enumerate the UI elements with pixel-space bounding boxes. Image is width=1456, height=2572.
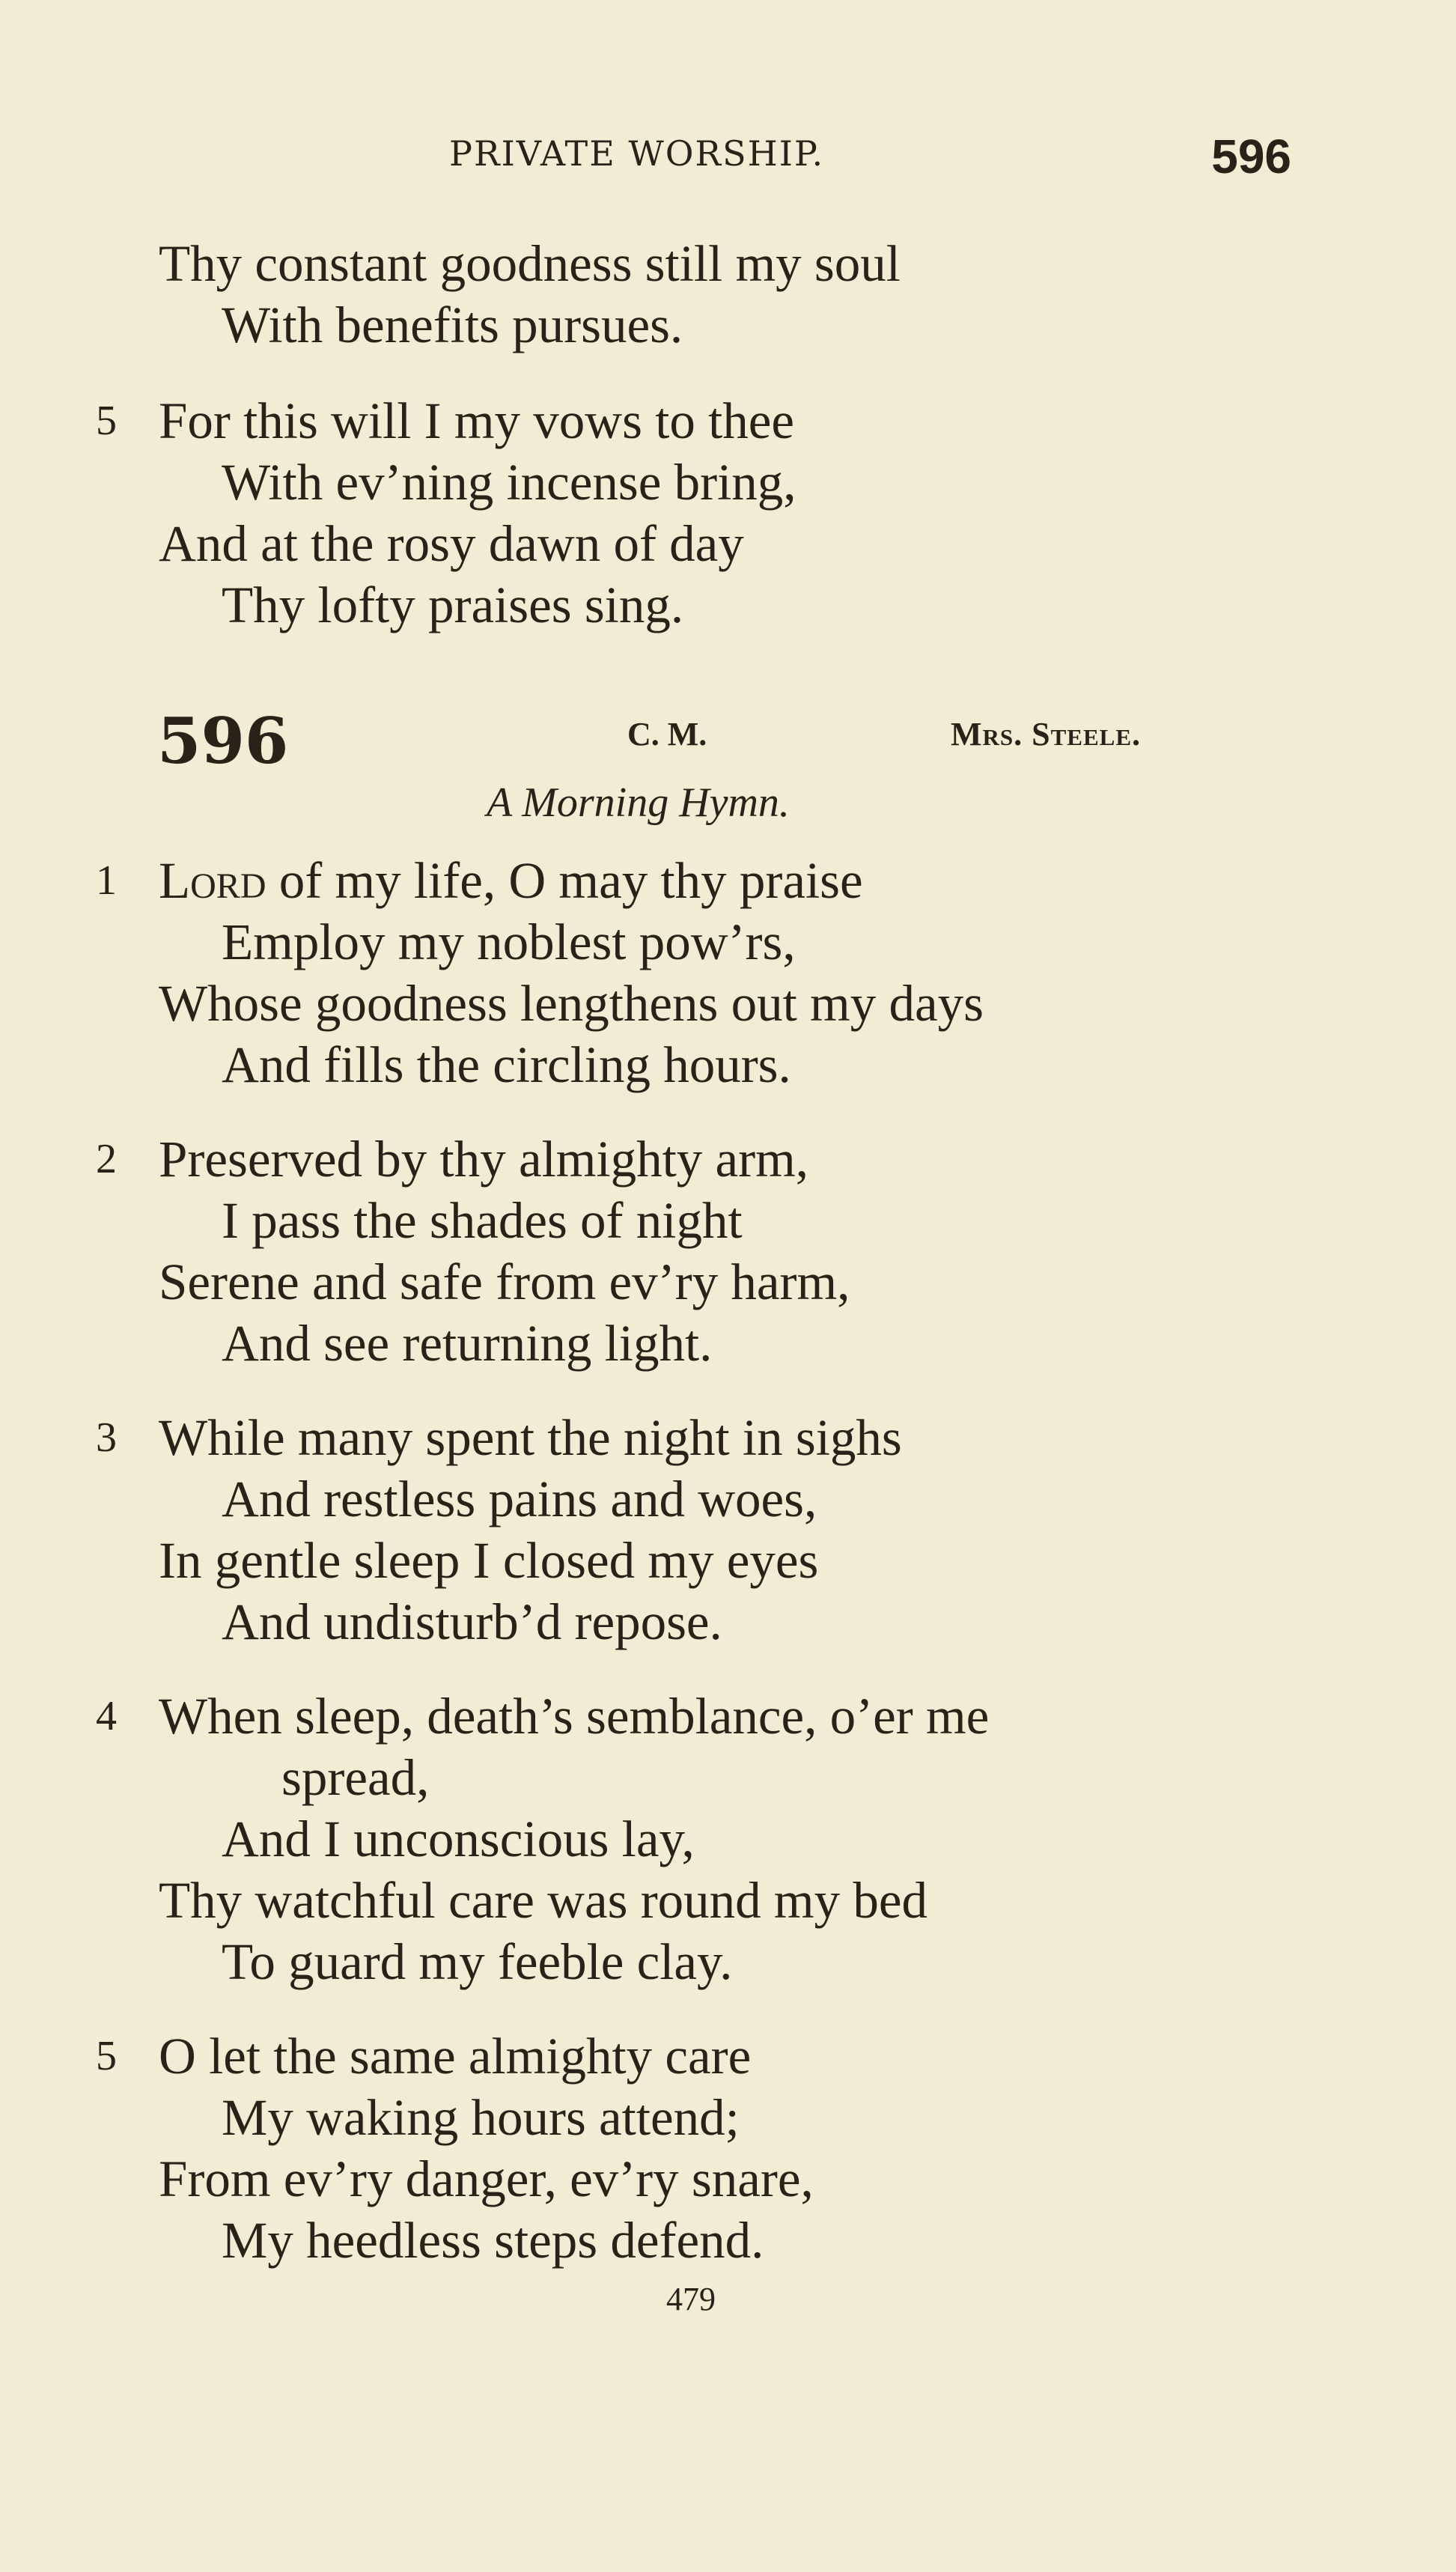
- verse-line: With benefits pursues.: [222, 297, 683, 353]
- verse-line: And undisturb’d repose.: [222, 1593, 722, 1650]
- verse-line: Employ my noblest pow’rs,: [222, 913, 796, 970]
- verse-line: For this will I my vows to thee: [159, 392, 795, 449]
- running-title: PRIVATE WORSHIP.: [449, 133, 825, 174]
- verse-line: In gentle sleep I closed my eyes: [159, 1532, 819, 1589]
- hymn-meter: C. M.: [627, 716, 707, 753]
- verse-number: 1: [96, 857, 117, 904]
- verse-line: Thy watchful care was round my bed: [159, 1872, 927, 1929]
- verse-line: When sleep, death’s semblance, o’er me: [159, 1688, 990, 1745]
- verse-line: My heedless steps defend.: [222, 2212, 764, 2269]
- verse-number: 5: [96, 2033, 117, 2079]
- verse-line: And see returning light.: [222, 1315, 713, 1372]
- verse-line: And I unconscious lay,: [222, 1811, 695, 1867]
- hymn-author: Mrs. Steele.: [951, 716, 1142, 753]
- verse-line: Thy lofty praises sing.: [222, 577, 684, 633]
- hymn-title: A Morning Hymn.: [487, 779, 790, 826]
- verse-line: To guard my feeble clay.: [222, 1933, 733, 1990]
- verse-number: 5: [96, 398, 117, 444]
- verse-line: From ev’ry danger, ev’ry snare,: [159, 2150, 814, 2207]
- verse-line: While many spent the night in sighs: [159, 1409, 902, 1466]
- verse-line: O let the same almighty care: [159, 2028, 752, 2085]
- verse-line: Serene and safe from ev’ry harm,: [159, 1253, 850, 1310]
- verse-number: 4: [96, 1693, 117, 1739]
- verse-line: Thy constant goodness still my soul: [159, 235, 901, 292]
- page-number: 479: [666, 2281, 716, 2317]
- verse-line: I pass the shades of night: [222, 1192, 743, 1249]
- verse-number: 3: [96, 1414, 117, 1461]
- verse-line: My waking hours attend;: [222, 2089, 740, 2146]
- verse-line: And fills the circling hours.: [222, 1036, 791, 1093]
- verse-number: 2: [96, 1136, 117, 1182]
- verse-line: And restless pains and woes,: [222, 1471, 817, 1527]
- verse-line: And at the rosy dawn of day: [159, 515, 744, 572]
- verse-line: Preserved by thy almighty arm,: [159, 1131, 809, 1188]
- verse-line: Whose goodness lengthens out my days: [159, 975, 984, 1032]
- hymn-number: 596: [157, 704, 289, 778]
- line-text: of my life, O may thy praise: [266, 852, 863, 909]
- verse-line: [159, 852, 863, 909]
- header-hymn-number: 596: [1211, 130, 1291, 183]
- verse-line: With ev’ning incense bring,: [222, 454, 796, 511]
- verse-line: spread,: [281, 1749, 430, 1806]
- first-word: Lord: [159, 852, 266, 909]
